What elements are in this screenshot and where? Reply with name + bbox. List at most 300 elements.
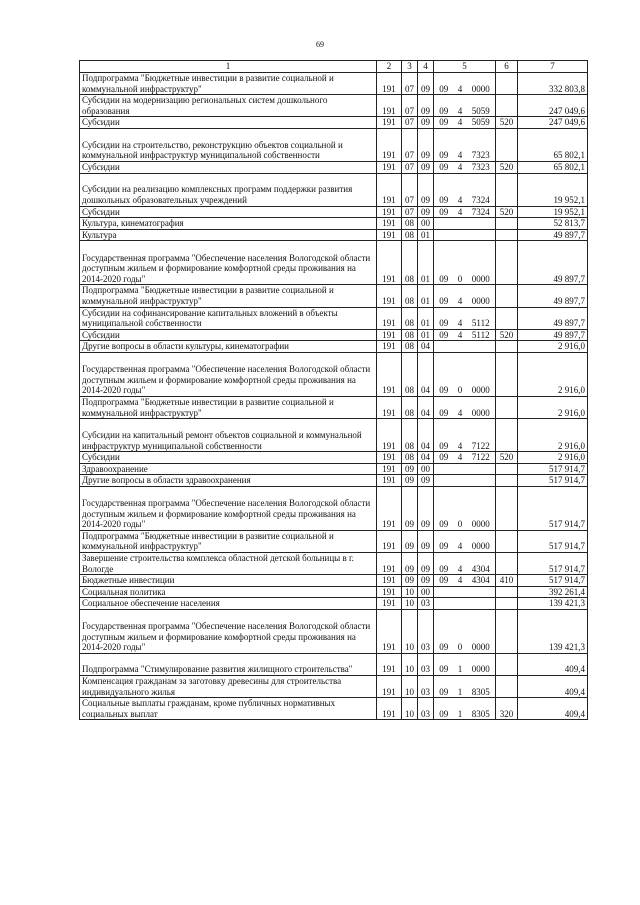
row-col-5a: 09 (434, 285, 454, 307)
row-col-5a: 09 (434, 95, 454, 117)
row-name: Субсидии на капитальный ремонт объектов социальной и коммунальной инфраструктур муниципальной собственности (80, 419, 377, 452)
row-col-7: 332 803,8 (518, 73, 588, 95)
row-col-6 (496, 396, 518, 418)
row-col-6 (496, 475, 518, 487)
row-col-2: 191 (377, 307, 402, 329)
row-col-3: 08 (402, 329, 418, 341)
row-col-5a: 09 (434, 553, 454, 575)
row-col-5c: 0000 (467, 530, 496, 552)
row-col-6 (496, 553, 518, 575)
row-col-5b: 4 (454, 206, 467, 218)
row-col-5c: 5059 (467, 95, 496, 117)
row-name: Субсидии (80, 452, 377, 464)
row-col-3: 08 (402, 307, 418, 329)
row-col-5c: 4304 (467, 553, 496, 575)
row-col-4: 09 (418, 553, 434, 575)
row-col-5b: 4 (454, 419, 467, 452)
row-col-7: 49 897,7 (518, 329, 588, 341)
row-col-3: 09 (402, 475, 418, 487)
row-col-7: 517 914,7 (518, 475, 588, 487)
row-col-4: 00 (418, 586, 434, 598)
row-col-2: 191 (377, 206, 402, 218)
row-col-2: 191 (377, 575, 402, 587)
table-row (80, 341, 588, 353)
row-name: Другие вопросы в области здравоохранения (80, 475, 377, 487)
row-col-5b: 4 (454, 329, 467, 341)
row-col-5a (434, 463, 454, 475)
row-col-4: 04 (418, 341, 434, 353)
row-col-5a (434, 475, 454, 487)
row-col-4: 09 (418, 128, 434, 161)
row-col-2: 191 (377, 218, 402, 230)
row-col-5b: 4 (454, 128, 467, 161)
row-col-4: 01 (418, 229, 434, 241)
row-col-5b: 4 (454, 117, 467, 129)
row-col-3: 07 (402, 128, 418, 161)
row-col-3: 09 (402, 486, 418, 530)
row-col-2: 191 (377, 117, 402, 129)
row-col-6 (496, 128, 518, 161)
row-col-5c: 5112 (467, 329, 496, 341)
row-col-3: 10 (402, 698, 418, 720)
row-col-3: 07 (402, 95, 418, 117)
table-row (80, 218, 588, 230)
table-row (80, 610, 588, 654)
row-col-7: 392 261,4 (518, 586, 588, 598)
row-col-5c (467, 341, 496, 353)
table-row (80, 486, 588, 530)
row-col-5a: 09 (434, 307, 454, 329)
row-col-3: 10 (402, 610, 418, 654)
row-col-5c: 0000 (467, 396, 496, 418)
row-col-5c: 0000 (467, 352, 496, 396)
row-col-5c (467, 586, 496, 598)
row-col-4: 03 (418, 654, 434, 676)
row-col-2: 191 (377, 396, 402, 418)
row-name: Субсидии на софинансирование капитальных вложений в объекты муниципальной собственности (80, 307, 377, 329)
row-col-5b: 4 (454, 396, 467, 418)
row-col-5c: 7323 (467, 161, 496, 173)
row-col-4: 09 (418, 173, 434, 206)
row-col-6 (496, 173, 518, 206)
row-col-5b (454, 229, 467, 241)
row-name: Подпрограмма "Стимулирование развития жилищного строительства" (80, 654, 377, 676)
table-row (80, 95, 588, 117)
row-col-5c: 5059 (467, 117, 496, 129)
table-row (80, 73, 588, 95)
table-row (80, 463, 588, 475)
row-col-3: 10 (402, 598, 418, 610)
row-col-4: 04 (418, 452, 434, 464)
row-col-4: 03 (418, 610, 434, 654)
row-col-5c: 7122 (467, 419, 496, 452)
row-col-3: 09 (402, 530, 418, 552)
table-row (80, 586, 588, 598)
row-col-2: 191 (377, 285, 402, 307)
table-row (80, 206, 588, 218)
row-col-5a (434, 598, 454, 610)
row-name: Здравоохранение (80, 463, 377, 475)
row-col-3: 08 (402, 419, 418, 452)
row-col-6 (496, 95, 518, 117)
row-col-5a (434, 341, 454, 353)
row-col-3: 07 (402, 73, 418, 95)
budget-table (79, 60, 588, 720)
row-col-5c (467, 598, 496, 610)
table-row (80, 530, 588, 552)
row-col-4: 09 (418, 95, 434, 117)
row-col-5c: 0000 (467, 241, 496, 285)
row-name: Субсидии (80, 161, 377, 173)
row-col-3: 08 (402, 341, 418, 353)
row-col-5c: 8305 (467, 676, 496, 698)
row-col-2: 191 (377, 241, 402, 285)
row-col-2: 191 (377, 463, 402, 475)
row-col-5a: 09 (434, 206, 454, 218)
row-col-4: 09 (418, 161, 434, 173)
row-name: Компенсация гражданам за заготовку древесины для строительства индивидуального жилья (80, 676, 377, 698)
row-col-4: 09 (418, 117, 434, 129)
row-col-6 (496, 610, 518, 654)
row-col-6: 520 (496, 452, 518, 464)
row-col-5a: 09 (434, 396, 454, 418)
row-col-5a (434, 229, 454, 241)
row-col-2: 191 (377, 598, 402, 610)
table-row (80, 329, 588, 341)
row-name: Подпрограмма "Бюджетные инвестиции в развитие социальной и коммунальной инфраструктур" (80, 73, 377, 95)
row-col-3: 07 (402, 117, 418, 129)
header-col-4: 4 (418, 61, 434, 73)
row-col-5c: 0000 (467, 285, 496, 307)
row-col-5c (467, 218, 496, 230)
row-col-5b: 4 (454, 307, 467, 329)
table-row (80, 676, 588, 698)
row-name: Субсидии (80, 206, 377, 218)
row-col-5c: 8305 (467, 698, 496, 720)
row-col-2: 191 (377, 161, 402, 173)
row-col-5c: 0000 (467, 73, 496, 95)
row-col-5c: 7324 (467, 206, 496, 218)
row-col-6 (496, 73, 518, 95)
header-col-2: 2 (377, 61, 402, 73)
row-col-5c: 0000 (467, 610, 496, 654)
row-col-3: 08 (402, 285, 418, 307)
row-name: Государственная программа "Обеспечение населения Вологодской области доступным жильем и формирование комфортной среды проживания на 2014-2020 годы" (80, 241, 377, 285)
row-col-7: 49 897,7 (518, 241, 588, 285)
row-col-3: 10 (402, 586, 418, 598)
row-col-5b: 4 (454, 73, 467, 95)
row-col-2: 191 (377, 73, 402, 95)
row-col-3: 07 (402, 161, 418, 173)
row-col-7: 409,4 (518, 654, 588, 676)
row-col-5a: 09 (434, 610, 454, 654)
table-row (80, 475, 588, 487)
table-row (80, 241, 588, 285)
row-col-5a: 09 (434, 329, 454, 341)
row-col-7: 517 914,7 (518, 486, 588, 530)
row-col-4: 01 (418, 329, 434, 341)
row-col-4: 09 (418, 206, 434, 218)
header-col-7: 7 (518, 61, 588, 73)
row-col-2: 191 (377, 654, 402, 676)
row-col-5b: 4 (454, 95, 467, 117)
row-col-2: 191 (377, 676, 402, 698)
row-col-6 (496, 241, 518, 285)
row-col-2: 191 (377, 173, 402, 206)
table-body (80, 73, 588, 720)
row-col-3: 10 (402, 654, 418, 676)
table-row (80, 161, 588, 173)
row-col-7: 65 802,1 (518, 128, 588, 161)
row-name: Субсидии на реализацию комплексных программ поддержки развития дошкольных образовательных учреждений (80, 173, 377, 206)
row-col-5a: 09 (434, 352, 454, 396)
row-name: Социальные выплаты гражданам, кроме публичных нормативных социальных выплат (80, 698, 377, 720)
row-col-5b: 4 (454, 452, 467, 464)
row-col-6: 520 (496, 161, 518, 173)
row-col-2: 191 (377, 352, 402, 396)
row-col-5b (454, 586, 467, 598)
row-col-5a: 09 (434, 241, 454, 285)
row-col-7: 2 916,0 (518, 452, 588, 464)
row-col-5b (454, 598, 467, 610)
row-col-6 (496, 352, 518, 396)
row-col-5a: 09 (434, 654, 454, 676)
row-col-7: 2 916,0 (518, 396, 588, 418)
row-col-7: 65 802,1 (518, 161, 588, 173)
row-col-5c (467, 475, 496, 487)
row-col-7: 52 813,7 (518, 218, 588, 230)
row-col-5c (467, 463, 496, 475)
row-col-5a (434, 586, 454, 598)
row-col-5b: 4 (454, 285, 467, 307)
row-name: Другие вопросы в области культуры, кинематографии (80, 341, 377, 353)
row-col-7: 517 914,7 (518, 553, 588, 575)
row-col-5b (454, 341, 467, 353)
row-col-7: 409,4 (518, 676, 588, 698)
row-col-6 (496, 229, 518, 241)
table-row (80, 285, 588, 307)
row-col-5b (454, 463, 467, 475)
row-name: Подпрограмма "Бюджетные инвестиции в развитие социальной и коммунальной инфраструктур" (80, 285, 377, 307)
row-col-7: 517 914,7 (518, 575, 588, 587)
table-row (80, 128, 588, 161)
row-col-5c: 7324 (467, 173, 496, 206)
table-row (80, 575, 588, 587)
row-col-6: 520 (496, 206, 518, 218)
row-col-3: 09 (402, 463, 418, 475)
row-col-5b: 4 (454, 575, 467, 587)
row-col-5a: 09 (434, 161, 454, 173)
row-col-2: 191 (377, 452, 402, 464)
row-col-4: 04 (418, 396, 434, 418)
row-col-3: 09 (402, 553, 418, 575)
row-col-7: 49 897,7 (518, 307, 588, 329)
row-col-5b (454, 475, 467, 487)
row-col-7: 409,4 (518, 698, 588, 720)
row-col-5b: 1 (454, 676, 467, 698)
table-row (80, 307, 588, 329)
row-col-3: 08 (402, 352, 418, 396)
row-col-4: 09 (418, 530, 434, 552)
table-row (80, 553, 588, 575)
row-col-7: 139 421,3 (518, 598, 588, 610)
row-col-2: 191 (377, 329, 402, 341)
row-col-5b (454, 218, 467, 230)
row-name: Культура, кинематография (80, 218, 377, 230)
row-name: Субсидии (80, 117, 377, 129)
row-col-2: 191 (377, 419, 402, 452)
row-col-4: 04 (418, 419, 434, 452)
row-col-3: 07 (402, 173, 418, 206)
row-col-5c: 0000 (467, 486, 496, 530)
row-col-2: 191 (377, 530, 402, 552)
row-col-2: 191 (377, 95, 402, 117)
row-col-2: 191 (377, 610, 402, 654)
row-col-5a: 09 (434, 128, 454, 161)
row-col-7: 517 914,7 (518, 463, 588, 475)
row-col-5a: 09 (434, 486, 454, 530)
row-col-7: 19 952,1 (518, 173, 588, 206)
row-col-7: 2 916,0 (518, 341, 588, 353)
row-col-6 (496, 463, 518, 475)
row-col-6 (496, 307, 518, 329)
row-col-6: 410 (496, 575, 518, 587)
row-col-5a: 09 (434, 73, 454, 95)
row-name: Субсидии на строительство, реконструкцию объектов социальной и коммунальной инфраструктур муниципальной собственности (80, 128, 377, 161)
row-col-7: 139 421,3 (518, 610, 588, 654)
row-col-4: 04 (418, 352, 434, 396)
row-col-4: 01 (418, 241, 434, 285)
row-col-3: 09 (402, 575, 418, 587)
row-col-2: 191 (377, 229, 402, 241)
row-col-5a: 09 (434, 575, 454, 587)
row-col-4: 00 (418, 463, 434, 475)
row-col-2: 191 (377, 341, 402, 353)
row-col-3: 08 (402, 452, 418, 464)
row-col-4: 01 (418, 307, 434, 329)
row-col-4: 09 (418, 73, 434, 95)
table-row (80, 419, 588, 452)
row-name: Субсидии (80, 329, 377, 341)
row-col-5b: 0 (454, 486, 467, 530)
row-col-5c: 7122 (467, 452, 496, 464)
row-col-7: 247 049,6 (518, 95, 588, 117)
row-col-5a: 09 (434, 676, 454, 698)
row-col-6 (496, 598, 518, 610)
row-col-5b: 1 (454, 654, 467, 676)
row-col-4: 01 (418, 285, 434, 307)
row-col-2: 191 (377, 128, 402, 161)
table-row (80, 117, 588, 129)
row-col-3: 08 (402, 218, 418, 230)
row-col-5b: 0 (454, 610, 467, 654)
row-col-5c: 0000 (467, 654, 496, 676)
header-col-6: 6 (496, 61, 518, 73)
row-col-6 (496, 654, 518, 676)
row-col-5a: 09 (434, 419, 454, 452)
row-col-2: 191 (377, 475, 402, 487)
row-col-5a: 09 (434, 452, 454, 464)
page-number: 69 (316, 40, 324, 49)
row-name: Государственная программа "Обеспечение населения Вологодской области доступным жильем и формирование комфортной среды проживания на 2014-2020 годы" (80, 610, 377, 654)
row-col-5c (467, 229, 496, 241)
row-col-6 (496, 285, 518, 307)
row-col-7: 517 914,7 (518, 530, 588, 552)
row-col-5c: 5112 (467, 307, 496, 329)
table-row (80, 229, 588, 241)
table-row (80, 598, 588, 610)
row-col-6: 520 (496, 117, 518, 129)
table-row (80, 698, 588, 720)
row-col-7: 49 897,7 (518, 229, 588, 241)
header-col-5: 5 (434, 61, 496, 73)
row-name: Завершение строительства комплекса областной детской больницы в г. Вологде (80, 553, 377, 575)
row-col-4: 09 (418, 486, 434, 530)
row-col-5a (434, 218, 454, 230)
row-col-5b: 4 (454, 530, 467, 552)
row-name: Государственная программа "Обеспечение населения Вологодской области доступным жильем и формирование комфортной среды проживания на 2014-2020 годы" (80, 486, 377, 530)
row-name: Государственная программа "Обеспечение населения Вологодской области доступным жильем и формирование комфортной среды проживания на 2014-2020 годы" (80, 352, 377, 396)
row-name: Социальная политика (80, 586, 377, 598)
row-col-6 (496, 419, 518, 452)
table-row (80, 173, 588, 206)
row-name: Бюджетные инвестиции (80, 575, 377, 587)
row-col-7: 49 897,7 (518, 285, 588, 307)
row-name: Подпрограмма "Бюджетные инвестиции в развитие социальной и коммунальной инфраструктур" (80, 530, 377, 552)
header-row (80, 61, 588, 73)
row-col-6 (496, 341, 518, 353)
row-col-3: 08 (402, 396, 418, 418)
row-col-5b: 0 (454, 241, 467, 285)
row-name: Подпрограмма "Бюджетные инвестиции в развитие социальной и коммунальной инфраструктур" (80, 396, 377, 418)
header-col-1: 1 (80, 61, 377, 73)
row-name: Социальное обеспечение населения (80, 598, 377, 610)
row-col-3: 07 (402, 206, 418, 218)
row-col-6 (496, 218, 518, 230)
row-col-2: 191 (377, 698, 402, 720)
row-col-6: 520 (496, 329, 518, 341)
header-col-3: 3 (402, 61, 418, 73)
row-col-5c: 7323 (467, 128, 496, 161)
table-row (80, 654, 588, 676)
row-col-3: 08 (402, 241, 418, 285)
row-col-6 (496, 530, 518, 552)
row-col-6 (496, 486, 518, 530)
row-col-5a: 09 (434, 117, 454, 129)
row-name: Субсидии на модернизацию региональных систем дошкольного образования (80, 95, 377, 117)
row-col-5b: 1 (454, 698, 467, 720)
table-row (80, 396, 588, 418)
row-col-5c: 4304 (467, 575, 496, 587)
row-col-6 (496, 676, 518, 698)
row-col-5a: 09 (434, 698, 454, 720)
row-col-7: 247 049,6 (518, 117, 588, 129)
row-col-4: 09 (418, 475, 434, 487)
row-col-2: 191 (377, 586, 402, 598)
table-row (80, 352, 588, 396)
row-col-2: 191 (377, 553, 402, 575)
row-col-5a: 09 (434, 173, 454, 206)
row-col-3: 10 (402, 676, 418, 698)
row-name: Культура (80, 229, 377, 241)
row-col-4: 00 (418, 218, 434, 230)
row-col-4: 09 (418, 575, 434, 587)
row-col-2: 191 (377, 486, 402, 530)
row-col-7: 19 952,1 (518, 206, 588, 218)
row-col-4: 03 (418, 698, 434, 720)
row-col-5a: 09 (434, 530, 454, 552)
table-row (80, 452, 588, 464)
